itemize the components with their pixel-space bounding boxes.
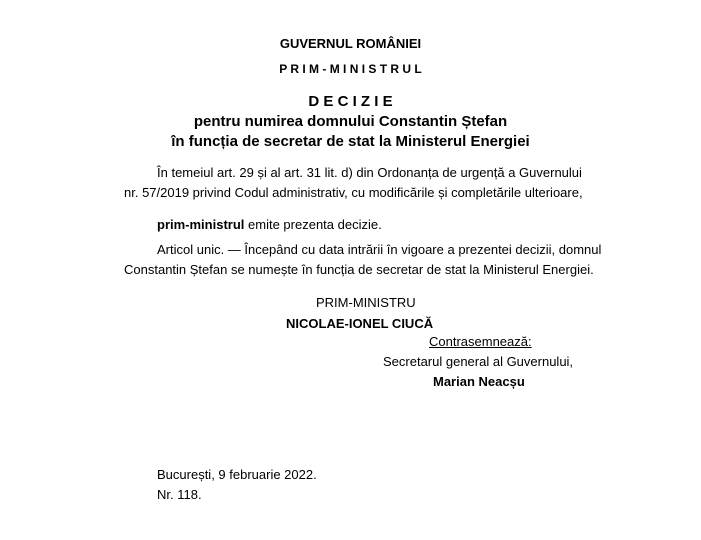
signature-name: NICOLAE-IONEL CIUCĂ [286, 316, 434, 331]
document-title-line1: pentru numirea domnului Constantin Ștefan [193, 113, 508, 130]
emit-bold: prim-ministrul [157, 217, 245, 232]
header-government: GUVERNUL ROMÂNIEI [279, 36, 422, 51]
article-line2: Constantin Ștefan se numește în funcția de secretar de stat la Ministerul Energiei. [124, 262, 594, 277]
document-number: Nr. 118. [157, 487, 202, 502]
legal-basis-line2: nr. 57/2019 privind Codul administrativ, cu modificările și completările ulterioare, [124, 185, 583, 200]
document-type: D E C I Z I E [308, 93, 393, 110]
countersign-role: Secretarul general al Guvernului, [383, 354, 574, 369]
article-line1: Articol unic. — Începând cu data intrării în vigoare a prezentei decizii, domnul [157, 242, 602, 257]
signature-role: PRIM-MINISTRU [316, 295, 416, 310]
emit-paragraph [157, 217, 382, 233]
legal-basis-line1: În temeiul art. 29 și al art. 31 lit. d) din Ordonanța de urgență a Guvernului [157, 165, 582, 180]
emit-rest: emite prezenta decizie. [244, 217, 382, 232]
countersign-label: Contrasemnează: [429, 334, 532, 349]
document-title-line2: în funcția de secretar de stat la Ministerul Energiei [171, 133, 530, 150]
countersign-name: Marian Neacșu [433, 374, 525, 389]
header-prime-minister: P R I M - M I N I S T R U L [279, 62, 422, 76]
place-date: București, 9 februarie 2022. [157, 467, 317, 482]
